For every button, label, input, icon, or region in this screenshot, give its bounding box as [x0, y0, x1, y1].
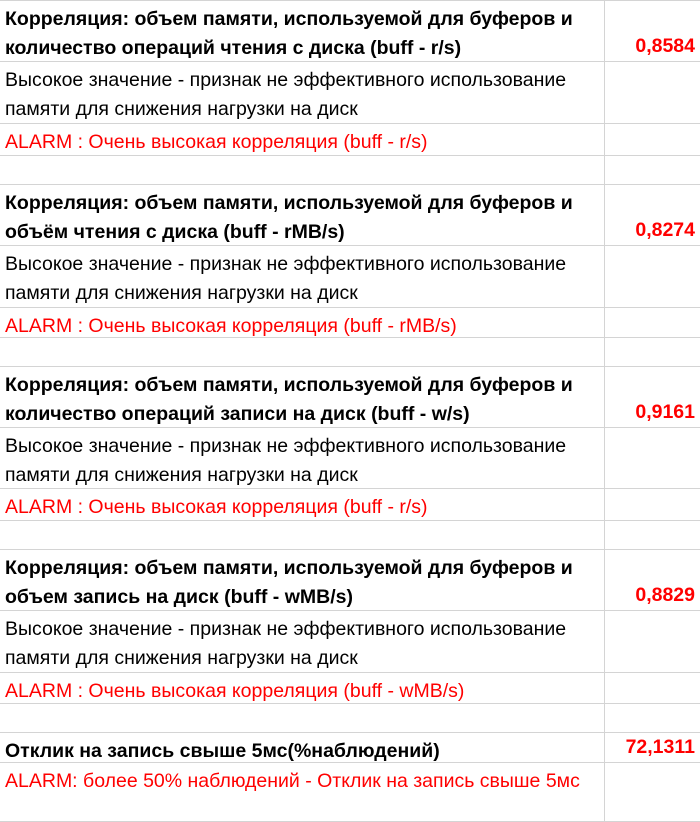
- alarm-message[interactable]: ALARM : Очень высокая корреляция (buff - wMB/s): [0, 673, 605, 703]
- metric-title[interactable]: Корреляция: объем памяти, используемой для буферов и объём чтения с диска (buff - rMB/s): [0, 185, 605, 245]
- alarm-message[interactable]: ALARM : Очень высокая корреляция (buff - r/s): [0, 124, 605, 155]
- metric-value[interactable]: 0,9161: [635, 401, 695, 423]
- metric-value[interactable]: 0,8584: [635, 35, 695, 57]
- empty-cell[interactable]: [605, 62, 700, 123]
- alarm-message[interactable]: ALARM : Очень высокая корреляция (buff - rMB/s): [0, 308, 605, 337]
- empty-cell[interactable]: [605, 673, 700, 703]
- metric-title[interactable]: Отклик на запись свыше 5мс(%наблюдений): [0, 733, 605, 762]
- spacer-row[interactable]: [0, 521, 700, 550]
- alarm-message[interactable]: ALARM : Очень высокая корреляция (buff - r/s): [0, 489, 605, 520]
- empty-cell[interactable]: [605, 124, 700, 155]
- empty-cell[interactable]: [605, 338, 700, 366]
- write-latency-row[interactable]: [0, 733, 700, 763]
- metric-value[interactable]: 72,1311: [625, 736, 695, 758]
- spacer-row[interactable]: [0, 338, 700, 367]
- empty-cell[interactable]: [605, 763, 700, 821]
- metric-description[interactable]: Высокое значение - признак не эффективного использование памяти для снижения нагрузки на диск: [0, 611, 605, 672]
- empty-cell[interactable]: [605, 308, 700, 337]
- empty-cell[interactable]: [605, 489, 700, 520]
- alarm-row[interactable]: [0, 124, 700, 156]
- empty-cell[interactable]: [605, 246, 700, 307]
- metric-title[interactable]: Корреляция: объем памяти, используемой для буферов и количество операций чтения с диска (buff - r/s): [0, 1, 605, 61]
- empty-cell[interactable]: [605, 521, 700, 549]
- empty-cell[interactable]: [0, 704, 605, 732]
- alarm-row[interactable]: [0, 673, 700, 704]
- description-row[interactable]: [0, 428, 700, 489]
- correlation-row-buff-rmbs[interactable]: [0, 185, 700, 246]
- correlation-row-buff-wmbs[interactable]: [0, 550, 700, 611]
- alarm-message[interactable]: ALARM: более 50% наблюдений - Отклик на запись свыше 5мс: [0, 763, 605, 821]
- metric-value[interactable]: 0,8829: [635, 584, 695, 606]
- alarm-row[interactable]: [0, 489, 700, 521]
- metric-description[interactable]: Высокое значение - признак не эффективного использование памяти для снижения нагрузки на диск: [0, 246, 605, 307]
- empty-cell[interactable]: [605, 611, 700, 672]
- empty-cell[interactable]: [0, 338, 605, 366]
- empty-cell[interactable]: [605, 428, 700, 488]
- alarm-row[interactable]: [0, 308, 700, 338]
- metric-description[interactable]: Высокое значение - признак не эффективного использование памяти для снижения нагрузки на диск: [0, 428, 605, 488]
- description-row[interactable]: [0, 246, 700, 308]
- description-row[interactable]: [0, 611, 700, 673]
- empty-cell[interactable]: [0, 521, 605, 549]
- correlation-row-buff-ws[interactable]: [0, 367, 700, 428]
- correlation-row-buff-rs[interactable]: [0, 0, 700, 62]
- metric-title[interactable]: Корреляция: объем памяти, используемой для буферов и количество операций записи на диск (buff - w/s): [0, 367, 605, 427]
- spacer-row[interactable]: [0, 156, 700, 185]
- spacer-row[interactable]: [0, 704, 700, 733]
- metric-value[interactable]: 0,8274: [635, 219, 695, 241]
- alarm-row[interactable]: [0, 763, 700, 822]
- empty-cell[interactable]: [0, 156, 605, 184]
- metric-title[interactable]: Корреляция: объем памяти, используемой для буферов и объем запись на диск (buff - wMB/s): [0, 550, 605, 610]
- metric-description[interactable]: Высокое значение - признак не эффективного использование памяти для снижения нагрузки на диск: [0, 62, 605, 123]
- empty-cell[interactable]: [605, 704, 700, 732]
- description-row[interactable]: [0, 62, 700, 124]
- empty-cell[interactable]: [605, 156, 700, 184]
